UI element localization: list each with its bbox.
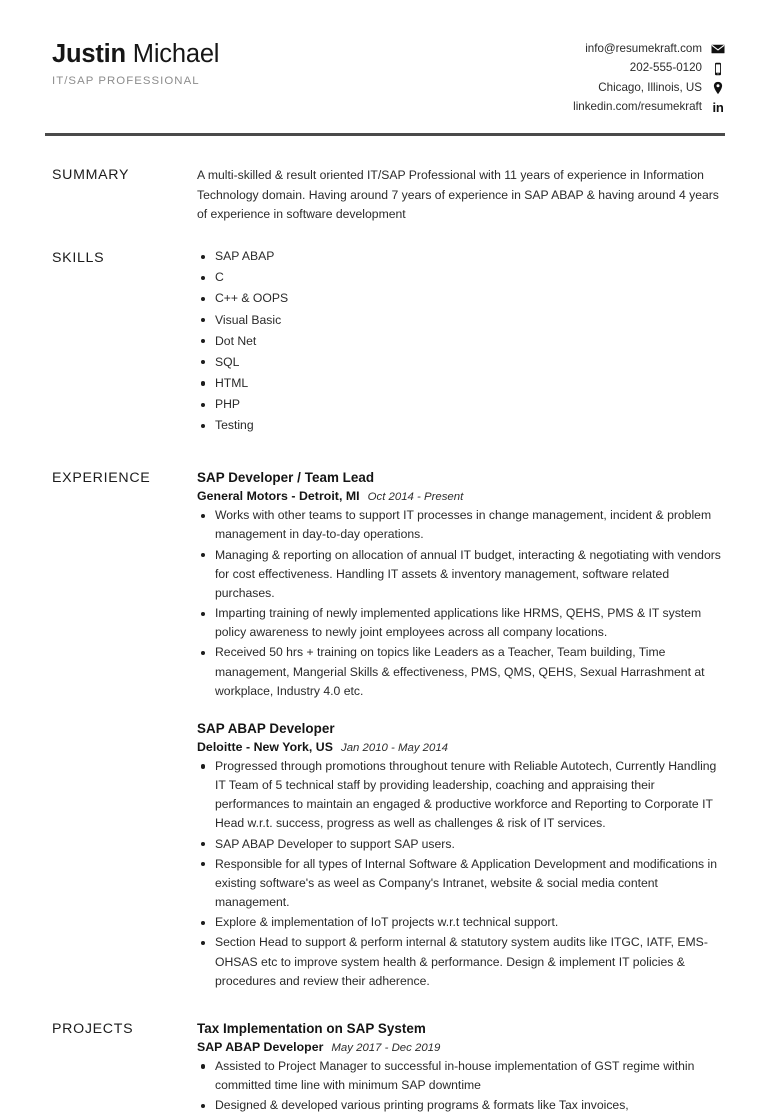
project-meta <box>197 1040 725 1054</box>
project-entry <box>197 1020 725 1116</box>
list-item: C++ & OOPS <box>197 291 725 307</box>
header-divider <box>45 133 725 136</box>
list-item: Designed & developed various printing programs & formats like Tax invoices, <box>197 1096 725 1115</box>
list-item: Section Head to support & perform internal & statutory system audits like ITGC, IATF, EMS-OHSAS etc to improve system health & performance. Design & implement IT policies & procedures and review their adherence. <box>197 933 725 990</box>
job-dates: Oct 2014 - Present <box>367 491 464 504</box>
summary-body <box>197 166 725 225</box>
section-skills <box>0 249 768 439</box>
job-bullets <box>197 506 725 701</box>
last-name: Michael <box>132 40 220 68</box>
job-dates: Jan 2010 - May 2014 <box>341 741 449 754</box>
experience-entry <box>197 469 725 701</box>
list-item: PHP <box>197 397 725 413</box>
contact-linkedin-text: linkedin.com/resumekraft <box>573 100 702 114</box>
list-item: HTML <box>197 376 725 392</box>
list-item: C <box>197 270 725 286</box>
section-projects <box>0 1020 768 1116</box>
job-company: Deloitte - New York, US <box>197 739 333 754</box>
section-label-skills: SKILLS <box>52 250 105 267</box>
job-meta <box>197 489 725 503</box>
first-name: Justin <box>52 40 126 68</box>
list-item: SAP ABAP Developer to support SAP users. <box>197 835 725 854</box>
resume-header <box>0 0 768 115</box>
job-title: SAP ABAP Developer <box>197 720 335 736</box>
list-item: Dot Net <box>197 334 725 350</box>
list-item: Testing <box>197 418 725 434</box>
contact-email[interactable] <box>585 42 725 56</box>
list-item: Works with other teams to support IT processes in change management, incident & problem management in day-to-day operations. <box>197 506 725 544</box>
job-title: SAP Developer / Team Lead <box>197 470 375 486</box>
skills-list <box>197 249 725 433</box>
contact-linkedin[interactable] <box>573 100 725 114</box>
contact-email-text: info@resumekraft.com <box>585 42 702 55</box>
list-item: Managing & reporting on allocation of annual IT budget, interacting & negotiating with vendors for cost effectiveness. Handling IT assets & inventory management, software related purchases. <box>197 546 725 603</box>
list-item: Responsible for all types of Internal Software & Application Development and modifications in existing software's as weel as Company's Intranet, website & social media content management. <box>197 855 725 912</box>
project-bullets <box>197 1057 725 1115</box>
project-role: SAP ABAP Developer <box>197 1039 324 1054</box>
contact-phone[interactable] <box>630 61 725 75</box>
job-meta <box>197 740 725 754</box>
list-item: SQL <box>197 355 725 371</box>
location-pin-icon <box>711 81 725 95</box>
contact-location[interactable] <box>598 81 725 95</box>
project-title: Tax Implementation on SAP System <box>197 1020 426 1036</box>
section-label-summary: SUMMARY <box>52 166 130 183</box>
list-item: Explore & implementation of IoT projects w.r.t technical support. <box>197 913 725 932</box>
section-summary <box>0 166 768 225</box>
job-company: General Motors - Detroit, MI <box>197 489 360 504</box>
linkedin-icon: in <box>712 100 724 116</box>
list-item: Received 50 hrs + training on topics like Leaders as a Teacher, Team building, Time management, Mangerial Skills & effectiveness, PMS, QMS, QEHS, Sexual Harrashment at workplace, Industry 4.0 etc. <box>197 643 725 700</box>
summary-text: A multi-skilled & result oriented IT/SAP Professional with 11 years of experience in Information Technology domain. Having around 7 years of experience in SAP ABAP & having around 4 years of experience in software development <box>197 167 719 222</box>
experience-entry <box>197 720 725 991</box>
email-icon <box>711 42 725 56</box>
list-item: SAP ABAP <box>197 249 725 265</box>
list-item: Progressed through promotions throughout tenure with Reliable Autotech, Currently Handling IT Team of 5 technical staff by providing leadership, coaching and appraising their performances to maintain an engaged & productive workforce and Reporting to Corporate IT Head w.r.t. success, progress as well as challenges & risk of IT services. <box>197 757 725 834</box>
identity-block <box>52 36 219 87</box>
contact-phone-text: 202-555-0120 <box>629 61 702 75</box>
experience-body <box>197 469 725 992</box>
list-item: Visual Basic <box>197 313 725 329</box>
list-item: Imparting training of newly implemented applications like HRMS, QEHS, PMS & IT system policy awareness to newly joint employees across all company locations. <box>197 604 725 642</box>
job-bullets <box>197 757 725 991</box>
contact-block <box>573 36 725 115</box>
project-dates: May 2017 - Dec 2019 <box>331 1041 441 1054</box>
projects-body <box>197 1020 725 1116</box>
list-item: Assisted to Project Manager to successful in-house implementation of GST regime within committed time line with minimum SAP downtime <box>197 1057 725 1095</box>
professional-title: IT/SAP PROFESSIONAL <box>52 74 200 87</box>
full-name <box>52 40 219 70</box>
phone-icon <box>711 62 725 76</box>
skills-body <box>197 249 725 439</box>
section-label-projects: PROJECTS <box>52 1020 134 1037</box>
section-experience <box>0 469 768 992</box>
contact-location-text: Chicago, Illinois, US <box>598 80 702 94</box>
section-label-experience: EXPERIENCE <box>52 470 151 487</box>
